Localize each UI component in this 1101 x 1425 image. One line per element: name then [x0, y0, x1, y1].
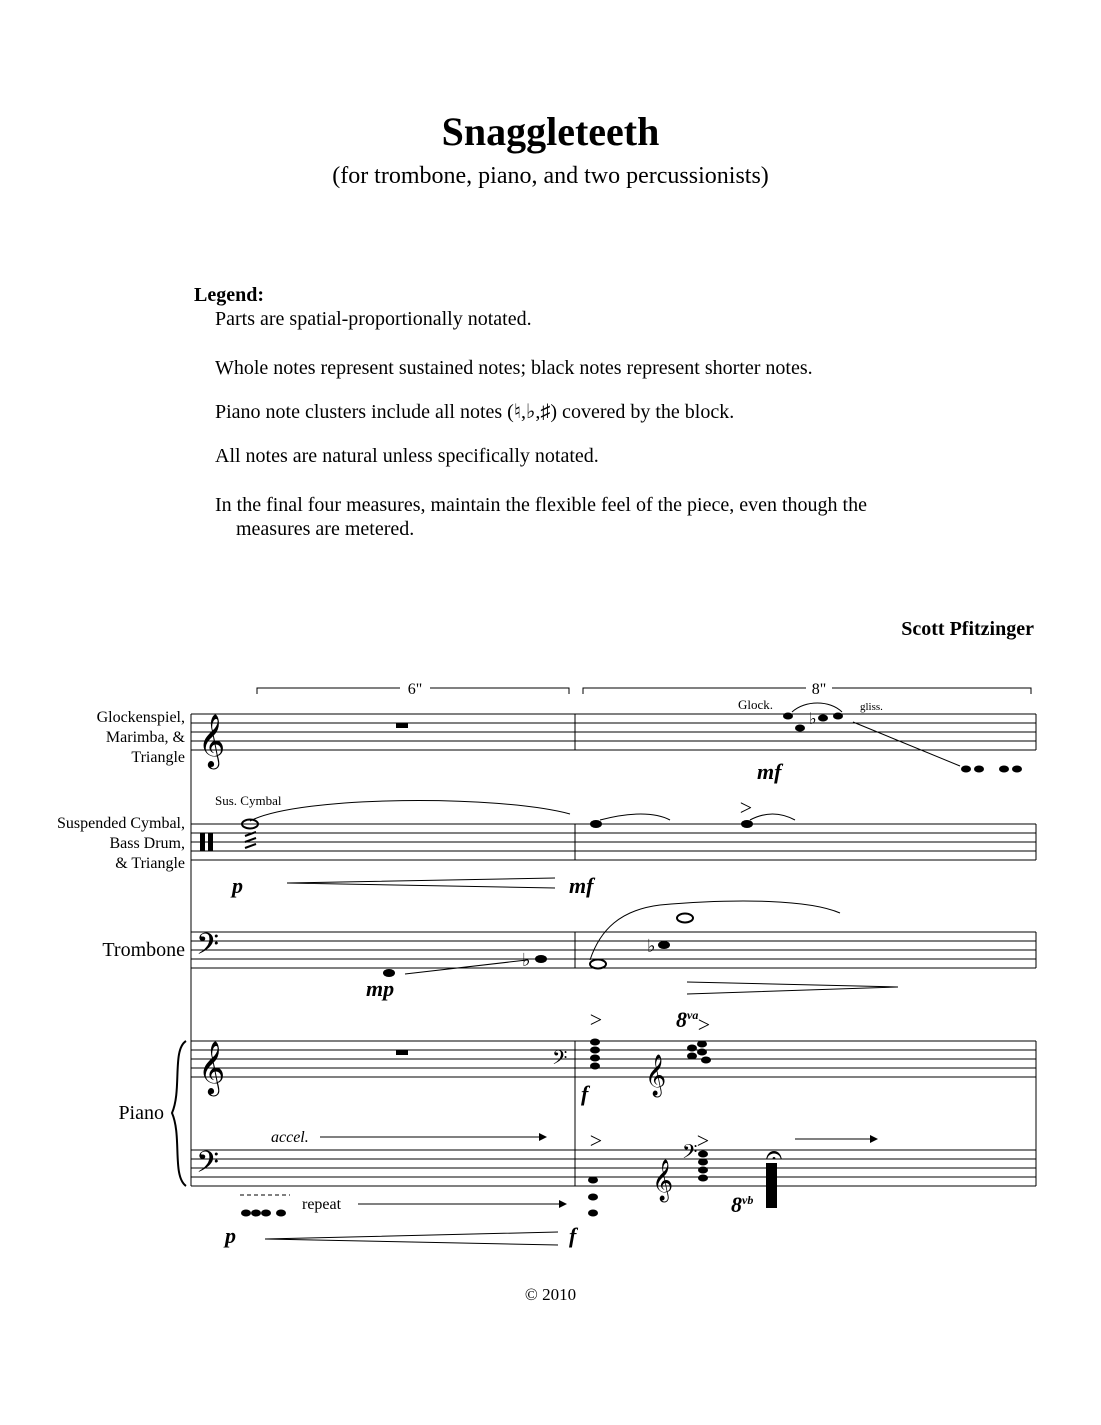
copyright: © 2010 [524, 1285, 577, 1304]
dynamic-marking: f [569, 1223, 577, 1248]
repeat-label: repeat [302, 1196, 342, 1213]
piano-bass-chord-2 [698, 1151, 708, 1182]
piano-treble-cluster [687, 1041, 711, 1064]
trombone-slur-2 [660, 901, 840, 913]
legend-item-continuation: measures are metered. [236, 518, 415, 540]
flat-sign: ♭ [522, 950, 531, 970]
glock-label: Glock. [738, 697, 774, 712]
gliss-label: gliss. [860, 701, 883, 713]
flat-sign: ♭ [809, 711, 817, 728]
bass-clef-icon: 𝄢 [682, 1142, 698, 1168]
piano-brace [172, 1041, 186, 1186]
legend-item: All notes are natural unless specifically notated. [215, 445, 599, 467]
page-subtitle: (for trombone, piano, and two percussionists) [332, 163, 769, 189]
piano-bass-chord [588, 1177, 598, 1217]
bass-clef-icon: 𝄢 [552, 1048, 568, 1074]
accent: > [589, 1007, 603, 1032]
composer-name: Scott Pfitzinger [901, 618, 1034, 640]
whole-note [590, 960, 606, 969]
dynamic-marking: mf [757, 759, 782, 784]
whole-rest [396, 1050, 408, 1055]
fermata-icon: 𝄐 [765, 1139, 783, 1172]
accent: > [739, 795, 753, 820]
flat-sign: ♭ [647, 936, 656, 956]
sus-cymbal-label: Sus. Cymbal [215, 793, 282, 808]
ottava-mark: $8^{va}$ [676, 1007, 699, 1032]
accel-label: accel. [271, 1129, 309, 1146]
whole-rest [396, 723, 408, 728]
staff-trombone [191, 932, 1036, 968]
repeat-notes [241, 1210, 286, 1217]
note-head [590, 820, 602, 828]
treble-clef-icon: 𝄞 [652, 1160, 674, 1200]
bass-clef-icon: 𝄢 [196, 928, 220, 968]
treble-clef-icon: 𝄞 [645, 1055, 667, 1095]
staff-piano-bass [191, 1150, 1036, 1186]
legend-item: Parts are spatial-proportionally notated. [215, 308, 532, 330]
page-title: Snaggleteeth [441, 109, 660, 154]
staff-piano-treble [191, 1041, 1036, 1077]
instrument-label-piano: Piano [118, 1102, 164, 1124]
accent: > [697, 1012, 711, 1037]
dynamic-marking: mp [366, 976, 395, 1001]
note-head [741, 820, 753, 828]
trombone-line [405, 960, 527, 974]
glock-slur [792, 703, 842, 712]
crescendo-hairpin [287, 878, 555, 888]
note-head [658, 941, 670, 949]
legend-heading: Legend: [194, 284, 264, 306]
piano-crescendo-hairpin [265, 1232, 558, 1245]
instrument-label-percussion-1: Glockenspiel, Marimba, & Triangle [96, 709, 185, 766]
duration-label-2: 8" [811, 681, 827, 698]
tie-cymbal-2 [600, 814, 670, 820]
legend-item: Whole notes represent sustained notes; black notes represent shorter notes. [215, 357, 813, 379]
piano-treble-chord [590, 1039, 600, 1070]
staff-percussion-2 [191, 824, 1036, 860]
instrument-label-trombone: Trombone [102, 939, 185, 961]
accent: > [696, 1128, 710, 1153]
duration-bracket-2 [583, 688, 1031, 694]
ottava-bassa-mark: $8^{vb}$ [731, 1192, 754, 1217]
duration-label-1: 6" [407, 681, 423, 698]
whole-note [677, 914, 693, 923]
note-head [535, 955, 547, 963]
instrument-label-percussion-2: Suspended Cymbal, Bass Drum, & Triangle [57, 815, 185, 872]
tremolo-marks [245, 832, 256, 848]
decrescendo-hairpin [687, 982, 898, 994]
legend-item: In the final four measures, maintain the flexible feel of the piece, even though the [215, 494, 867, 516]
treble-clef-icon: 𝄞 [198, 1042, 226, 1093]
dynamic-marking: p [225, 1223, 236, 1248]
tie-cymbal [250, 801, 570, 821]
dynamic-marking: f [581, 1081, 589, 1106]
dynamic-marking: mf [569, 873, 594, 898]
tie-cymbal-3 [750, 814, 795, 820]
bass-clef-icon: 𝄢 [196, 1146, 220, 1186]
treble-clef-icon: 𝄞 [198, 715, 226, 766]
legend-item: Piano note clusters include all notes (♮,♭,♯) covered by the block. [215, 401, 735, 423]
dynamic-marking: p [232, 873, 243, 898]
accent: > [589, 1128, 603, 1153]
gliss-line [853, 722, 960, 766]
